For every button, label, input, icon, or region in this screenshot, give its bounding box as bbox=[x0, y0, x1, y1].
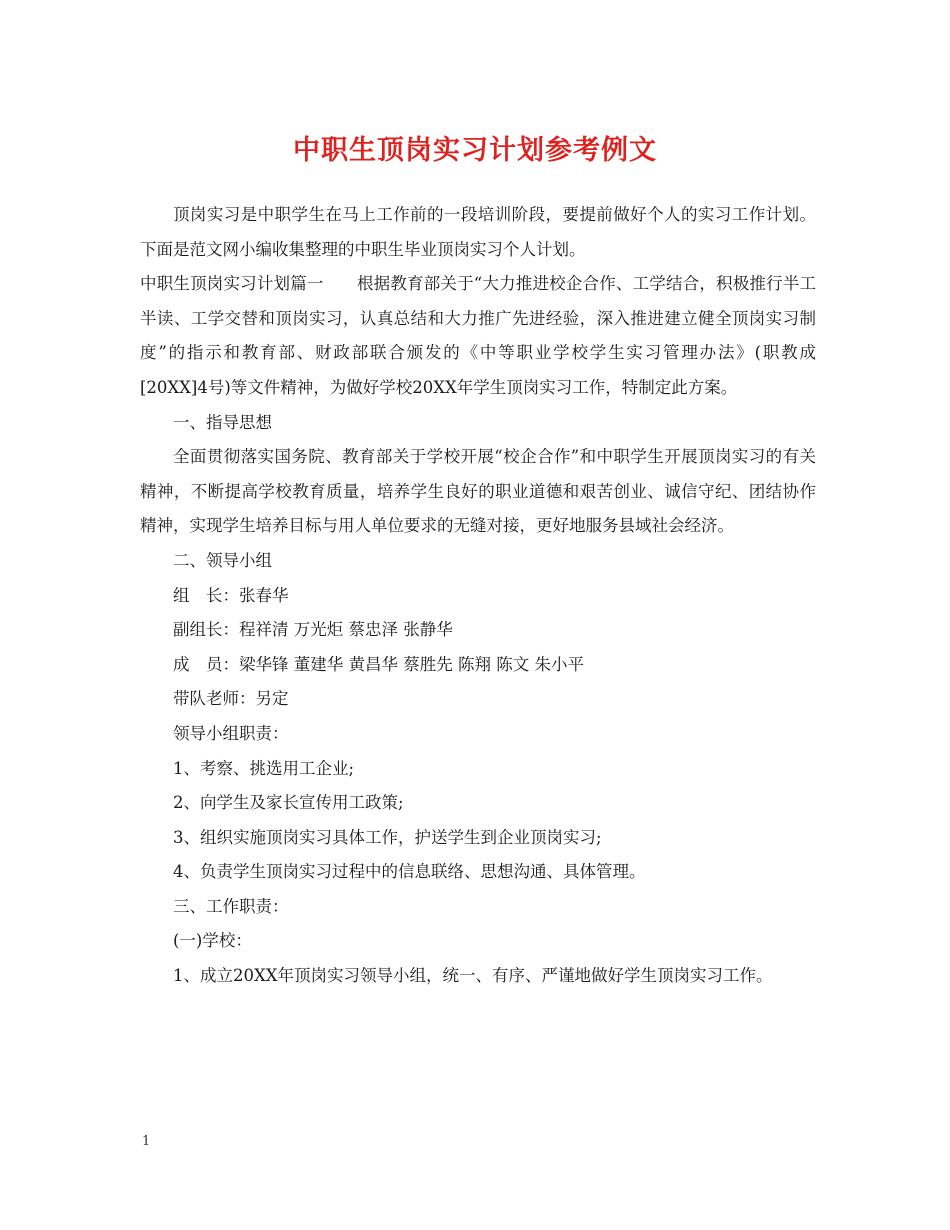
paragraph-intro: 顶岗实习是中职学生在马上工作前的一段培训阶段，要提前做好个人的实习工作计划。下面是范文网小编收集整理的中职生毕业顶岗实习个人计划。 bbox=[140, 205, 816, 259]
paragraph-vice-leaders: 副组长：程祥清 万光炬 蔡忠泽 张静华 bbox=[173, 620, 453, 640]
list-item-duty-3: 3、组织实施顶岗实习具体工作，护送学生到企业顶岗实习; bbox=[173, 827, 602, 847]
paragraph-duties-title: 领导小组职责： bbox=[173, 723, 289, 743]
list-item-school-1: 1、成立20XX年顶岗实习领导小组，统一、有序、严谨地做好学生顶岗实习工作。 bbox=[173, 966, 773, 986]
document-body bbox=[140, 198, 816, 994]
paragraph-group-leader: 组 长：张春华 bbox=[173, 585, 289, 605]
section-heading-work-duties: 三、工作职责： bbox=[173, 896, 289, 916]
list-item-duty-4: 4、负责学生顶岗实习过程中的信息联络、思想沟通、具体管理。 bbox=[173, 862, 646, 882]
paragraph-lead-teacher: 带队老师：另定 bbox=[173, 689, 289, 709]
list-item-duty-1: 1、考察、挑选用工企业; bbox=[173, 758, 355, 778]
document-title: 中职生顶岗实习计划参考例文 bbox=[293, 135, 657, 166]
page-number: 1 bbox=[142, 1134, 151, 1149]
section-heading-guiding-thought: 一、指导思想 bbox=[173, 412, 272, 432]
paragraph-guiding-thought: 全面贯彻落实国务院、教育部关于学校开展“校企合作”和中职学生开展顶岗实习的有关精神，不断提高学校教育质量，培养学生良好的职业道德和艰苦创业、诚信守纪、团结协作精神，实现学生培养目标与用人单位要求的无缝对接，更好地服务县域社会经济。 bbox=[140, 447, 816, 536]
subheading-school: (一)学校： bbox=[173, 931, 252, 951]
section-heading-leadership-group: 二、领导小组 bbox=[173, 550, 272, 570]
paragraph-members: 成 员：梁华锋 董建华 黄昌华 蔡胜先 陈翔 陈文 朱小平 bbox=[173, 654, 584, 674]
paragraph-plan-one: 中职生顶岗实习计划篇一 根据教育部关于“大力推进校企合作、工学结合，积极推行半工半读、工学交替和顶岗实习，认真总结和大力推广先进经验，深入推进建立健全顶岗实习制度”的指示和教育部、财政部联合颁发的《中等职业学校学生实习管理办法》(职教成[20XX]4号)等文件精神，为做好学校20XX年学生顶岗实习工作，特制定此方案。 bbox=[140, 274, 816, 397]
list-item-duty-2: 2、向学生及家长宣传用工政策; bbox=[173, 793, 404, 813]
